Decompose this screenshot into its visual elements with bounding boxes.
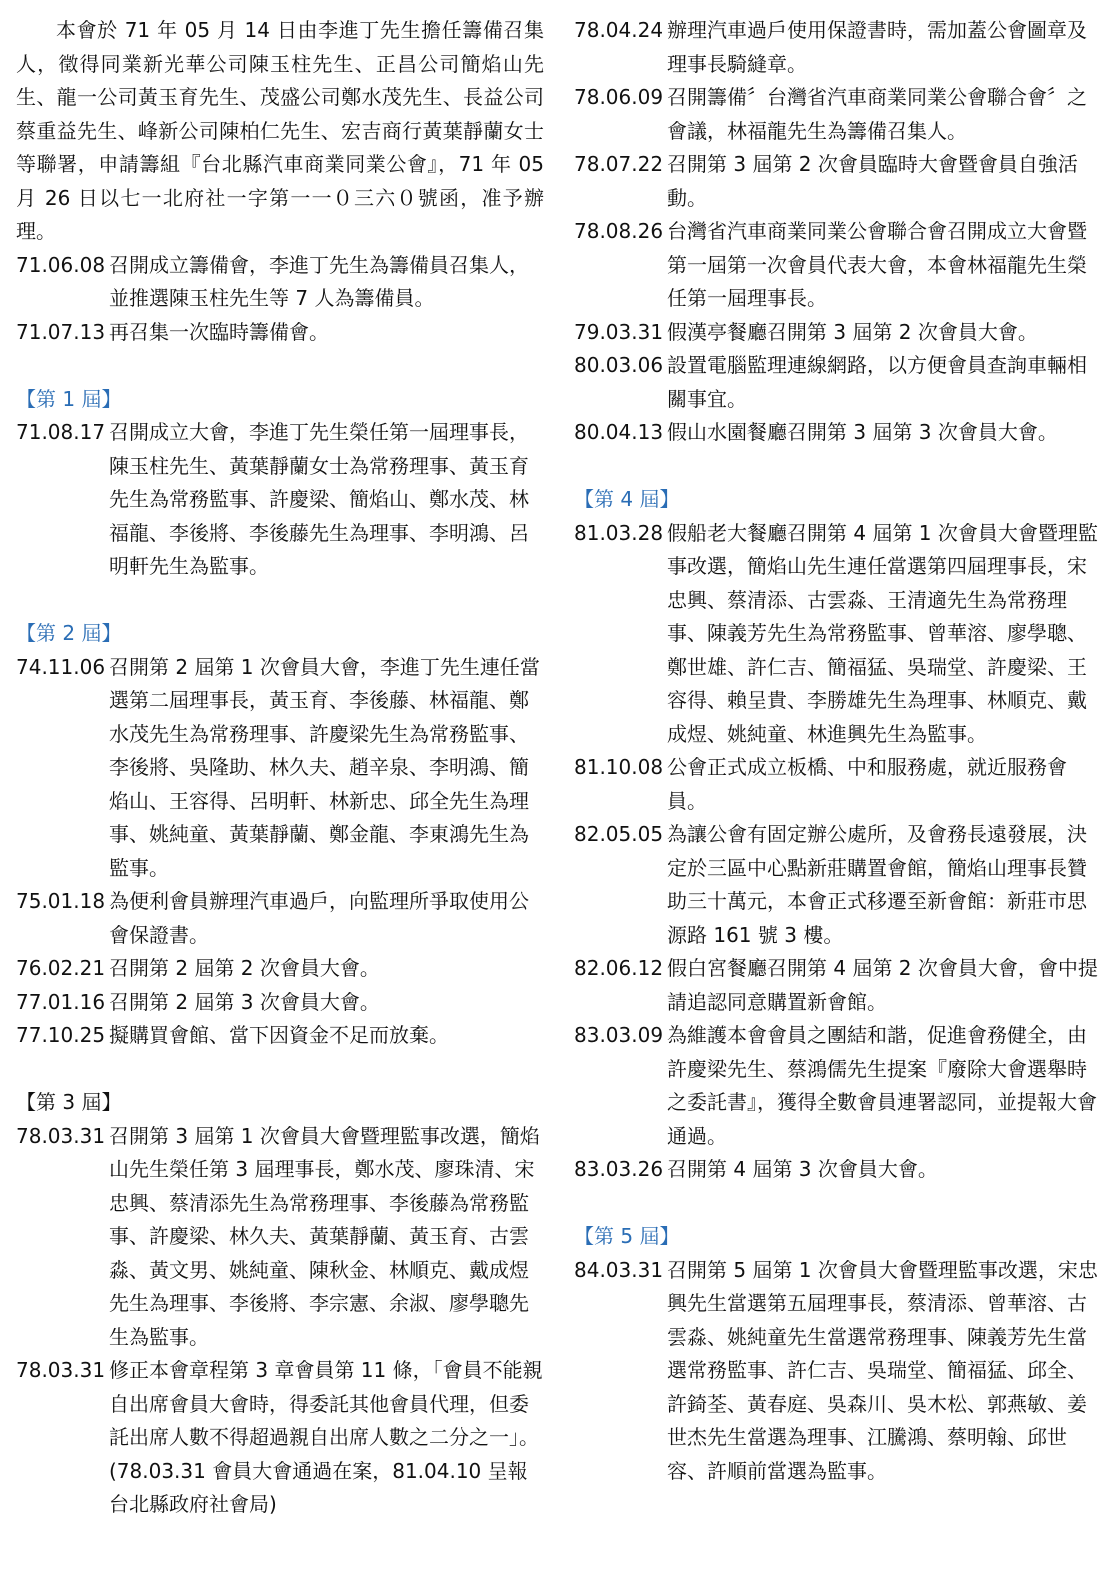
entry-date: 81.10.08: [574, 755, 664, 779]
entry-date: 82.06.12: [574, 956, 664, 980]
timeline-entry: [16, 1354, 544, 1522]
entry-date: 78.06.09: [574, 85, 664, 109]
timeline-entry: [16, 1120, 544, 1355]
entry-date: 83.03.26: [574, 1157, 664, 1181]
entry-date: 71.08.17: [16, 420, 106, 444]
entry-text: 台灣省汽車商業同業公會聯合會召開成立大會暨第一屆第一次會員代表大會，本會林福龍先生榮任第一屆理事長。: [667, 219, 1087, 310]
entry-text: 修正本會章程第 3 章會員第 11 條，「會員不能親自出席會員大會時，得委託其他會員代理，但委託出席人數不得超過親自出席人數之二分之一」。(78.03.31 會員大會通過在案，81.04.10 呈報台北縣政府社會局): [109, 1358, 543, 1516]
entry-text: 召開第 2 屆第 3 次會員大會。: [109, 989, 380, 1014]
term-3-heading: 【第 3 屆】: [16, 1090, 122, 1114]
timeline-entry: [574, 1254, 1100, 1489]
timeline-entry: [574, 14, 1100, 81]
term-4-heading: 【第 4 屆】: [574, 487, 680, 511]
entry-text: 召開第 2 屆第 2 次會員大會。: [109, 956, 380, 980]
entry-date: 78.04.24: [574, 18, 664, 42]
timeline-entry: [574, 81, 1100, 148]
entry-date: 77.10.25: [16, 1023, 106, 1047]
intro-paragraph: 本會於 71 年 05 月 14 日由李進丁先生擔任籌備召集人，徵得同業新光華公司陳玉柱先生、正昌公司簡焰山先生、龍一公司黃玉育先生、茂盛公司鄭水茂先生、長益公司蔡重益先生、峰新公司陳柏仁先生、宏吉商行黃葉靜蘭女士等聯署，申請籌組『台北縣汽車商業同業公會』，71 年 05 月 26 日以七一北府社一字第一一０三六０號函，准予辦理。: [16, 18, 544, 243]
timeline-entry: [16, 952, 544, 986]
right-column: [574, 14, 1100, 1488]
timeline-entry: [574, 1153, 1100, 1187]
timeline-entry: [574, 215, 1100, 316]
timeline-entry: [574, 517, 1100, 752]
entry-text: 再召集一次臨時籌備會。: [109, 319, 329, 344]
left-column: [16, 14, 544, 1522]
entry-date: 80.03.06: [574, 353, 664, 377]
entry-text: 設置電腦監理連線網路，以方便會員查詢車輛相關事宜。: [667, 353, 1087, 411]
entry-text: 辦理汽車過戶使用保證書時，需加蓋公會圖章及理事長騎縫章。: [667, 18, 1087, 76]
timeline-entry: [574, 952, 1100, 1019]
entry-text: 為維護本會會員之團結和諧，促進會務健全，由許慶梁先生、蔡鴻儒先生提案『廢除大會選舉時之委託書』，獲得全數會員連署認同，並提報大會通過。: [667, 1023, 1097, 1148]
entry-date: 74.11.06: [16, 654, 106, 679]
entry-text: 為便利會員辦理汽車過戶，向監理所爭取使用公會保證書。: [109, 889, 529, 947]
entry-date: 81.03.28: [574, 520, 664, 545]
entry-date: 78.03.31: [16, 1123, 106, 1148]
entry-date: 71.07.13: [16, 319, 106, 344]
timeline-entry: [574, 751, 1100, 818]
entry-date: 79.03.31: [574, 319, 664, 344]
term-1-heading: 【第 1 屆】: [16, 386, 122, 411]
timeline-entry: [16, 1019, 544, 1053]
timeline-entry: [16, 986, 544, 1020]
entry-text: 假漢亭餐廳召開第 3 屆第 2 次會員大會。: [667, 319, 1038, 344]
entry-text: 擬購買會館、當下因資金不足而放棄。: [109, 1023, 449, 1047]
entry-date: 75.01.18: [16, 889, 106, 913]
entry-text: 召開籌備〞台灣省汽車商業同業公會聯合會〞之會議，林福龍先生為籌備召集人。: [667, 85, 1087, 143]
entry-date: 80.04.13: [574, 420, 664, 444]
timeline-entry: [574, 349, 1100, 416]
entry-text: 假白宮餐廳召開第 4 屆第 2 次會員大會，會中提請追認同意購置新會館。: [667, 956, 1098, 1014]
timeline-entry: [16, 249, 544, 316]
entry-date: 83.03.09: [574, 1023, 664, 1047]
timeline-entry: [574, 818, 1100, 952]
entry-date: 78.03.31: [16, 1358, 106, 1382]
entry-text: 召開第 3 屆第 2 次會員臨時大會暨會員自強活動。: [667, 152, 1078, 210]
entry-date: 76.02.21: [16, 956, 106, 980]
entry-date: 78.07.22: [574, 152, 664, 176]
term-5-heading: 【第 5 屆】: [574, 1224, 680, 1248]
entry-text: 假山水園餐廳召開第 3 屆第 3 次會員大會。: [667, 420, 1058, 444]
entry-text: 假船老大餐廳召開第 4 屆第 1 次會員大會暨理監事改選，簡焰山先生連任當選第四屆理事長，宋忠興、蔡清添、古雲淼、王清適先生為常務理事、陳義芳先生為常務監事、曾華溶、廖學聰、鄭世雄、許仁吉、簡福猛、吳瑞堂、許慶梁、王容得、賴呈貴、李勝雄先生為理事、林順克、戴成煜、姚純童、林進興先生為監事。: [667, 520, 1098, 746]
timeline-entry: [16, 316, 544, 350]
entry-text: 公會正式成立板橋、中和服務處，就近服務會員。: [667, 755, 1067, 813]
timeline-entry: [574, 148, 1100, 215]
timeline-entry: [16, 885, 544, 952]
entry-date: 84.03.31: [574, 1257, 664, 1282]
entry-date: 78.08.26: [574, 219, 664, 243]
entry-text: 召開第 3 屆第 1 次會員大會暨理監事改選，簡焰山先生榮任第 3 屆理事長，鄭水茂、廖珠清、宋忠興、蔡清添先生為常務理事、李後藤為常務監事、許慶梁、林久夫、黃葉靜蘭、黃玉育、古雲淼、黃文男、姚純童、陳秋金、林順克、戴成煜先生為理事、李後將、李宗憲、余淑、廖學聰先生為監事。: [109, 1123, 540, 1349]
term-2-heading: 【第 2 屆】: [16, 621, 122, 645]
timeline-entry: [16, 416, 544, 584]
timeline-entry: [574, 1019, 1100, 1153]
entry-text: 召開成立籌備會，李進丁先生為籌備員召集人，並推選陳玉柱先生等 7 人為籌備員。: [109, 252, 529, 310]
timeline-entry: [16, 651, 544, 886]
entry-text: 召開第 4 屆第 3 次會員大會。: [667, 1157, 938, 1181]
entry-date: 82.05.05: [574, 822, 664, 846]
entry-text: 召開成立大會，李進丁先生榮任第一屆理事長，陳玉柱先生、黃葉靜蘭女士為常務理事、黃玉育先生為常務監事、許慶梁、簡焰山、鄭水茂、林福龍、李後將、李後藤先生為理事、李明鴻、呂明軒先生為監事。: [109, 420, 529, 578]
timeline-entry: [574, 316, 1100, 350]
entry-text: 為讓公會有固定辦公處所，及會務長遠發展，決定於三區中心點新莊購置會館，簡焰山理事長贊助三十萬元，本會正式移遷至新會館：新莊市思源路 161 號 3 樓。: [667, 822, 1087, 947]
entry-date: 71.06.08: [16, 252, 106, 277]
entry-text: 召開第 5 屆第 1 次會員大會暨理監事改選，宋忠興先生當選第五屆理事長，蔡清添、曾華溶、古雲淼、姚純童先生當選常務理事、陳義芳先生當選常務監事、許仁吉、吳瑞堂、簡福猛、邱全、許錡荃、黃春庭、吳森川、吳木松、郭燕敏、姜世杰先生當選為理事、江騰鴻、蔡明翰、邱世容、許順前當選為監事。: [667, 1257, 1098, 1483]
entry-text: 召開第 2 屆第 1 次會員大會，李進丁先生連任當選第二屆理事長，黃玉育、李後藤、林福龍、鄭水茂先生為常務理事、許慶梁先生為常務監事、李後將、吳隆助、林久夫、趙辛泉、李明鴻、簡焰山、王容得、呂明軒、林新忠、邱全先生為理事、姚純童、黃葉靜蘭、鄭金龍、李東鴻先生為監事。: [109, 654, 540, 880]
timeline-entry: [574, 416, 1100, 450]
entry-date: 77.01.16: [16, 989, 106, 1014]
